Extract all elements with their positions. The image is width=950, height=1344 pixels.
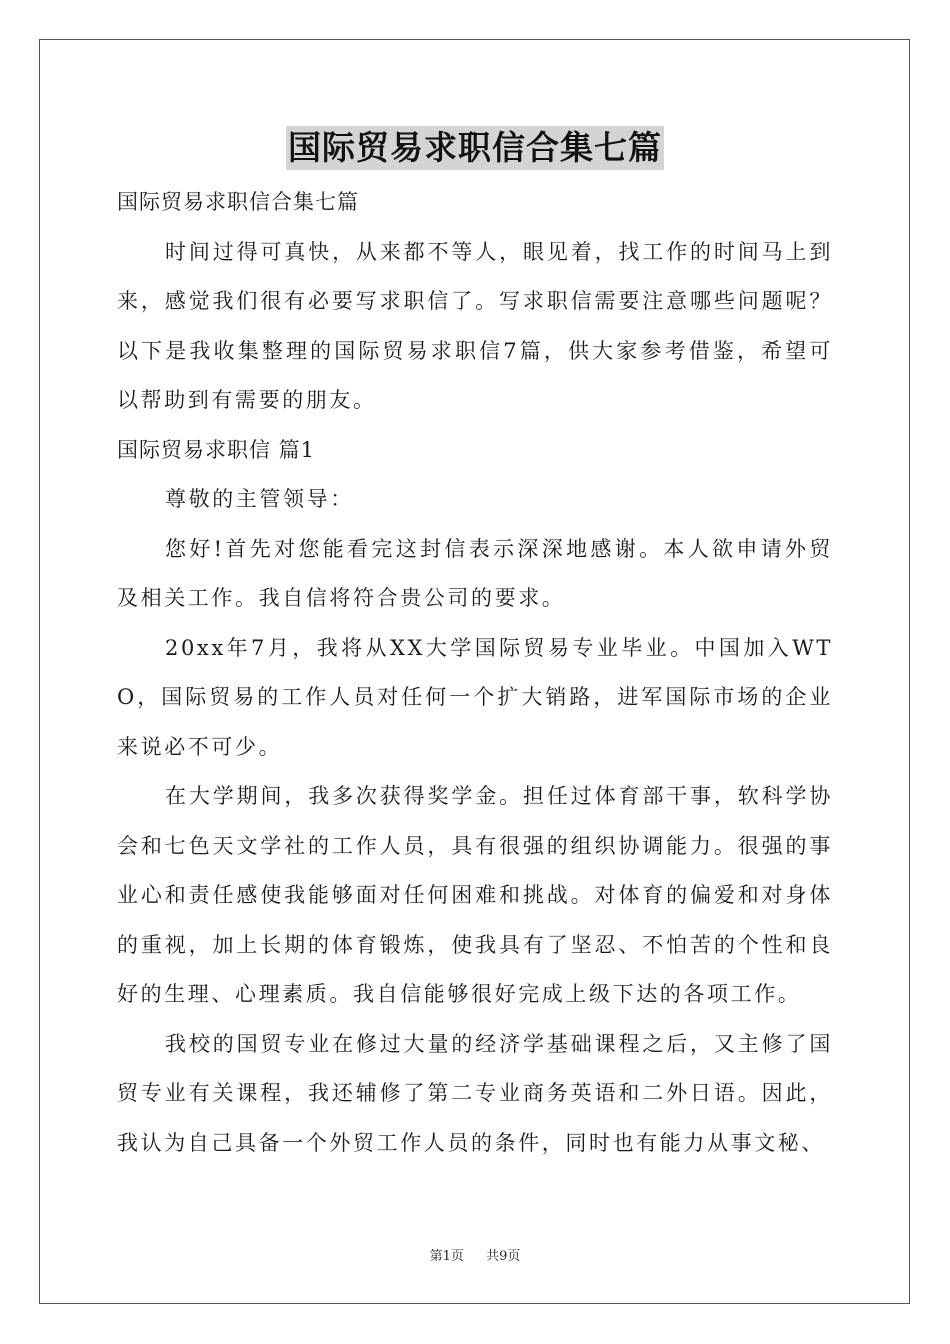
salutation: 尊敬的主管领导：	[165, 487, 354, 511]
page-number-total: 共9页	[486, 1249, 521, 1264]
page-number-current: 第1页	[429, 1249, 464, 1264]
body-paragraph-4: 我校的国贸专业在修过大量的经济学基础课程之后，又主修了国贸专业有关课程，我还辅修了第二专业商务英语和二外日语。因此，我认为自己具备一个外贸工作人员的条件，同时也有能力从事文秘、	[117, 1031, 833, 1155]
body-paragraph-1: 您好!首先对您能看完这封信表示深深地感谢。本人欲申请外贸及相关工作。我自信将符合贵公司的要求。	[117, 536, 833, 610]
intro-paragraph: 时间过得可真快，从来都不等人，眼见着，找工作的时间马上到来，感觉我们很有必要写求职信了。写求职信需要注意哪些问题呢？以下是我收集整理的国际贸易求职信7篇，供大家参考借鉴，希望可以帮助到有需要的朋友。	[117, 239, 833, 412]
subtitle-line: 国际贸易求职信合集七篇	[117, 190, 359, 214]
document-body	[117, 178, 833, 1168]
section-heading-1: 国际贸易求职信 篇1	[117, 437, 316, 462]
body-paragraph-2: 20xx年7月，我将从XX大学国际贸易专业毕业。中国加入WTO，国际贸易的工作人员对任何一个扩大销路，进军国际市场的企业来说必不可少。	[117, 635, 833, 759]
page-footer	[0, 1248, 950, 1266]
title-container	[0, 126, 950, 170]
document-title: 国际贸易求职信合集七篇	[286, 126, 664, 170]
body-paragraph-3: 在大学期间，我多次获得奖学金。担任过体育部干事，软科学协会和七色天文学社的工作人员，具有很强的组织协调能力。很强的事业心和责任感使我能够面对任何困难和挑战。对体育的偏爱和对身体的重视，加上长期的体育锻炼，使我具有了坚忍、不怕苦的个性和良好的生理、心理素质。我自信能够很好完成上级下达的各项工作。	[117, 784, 833, 1006]
